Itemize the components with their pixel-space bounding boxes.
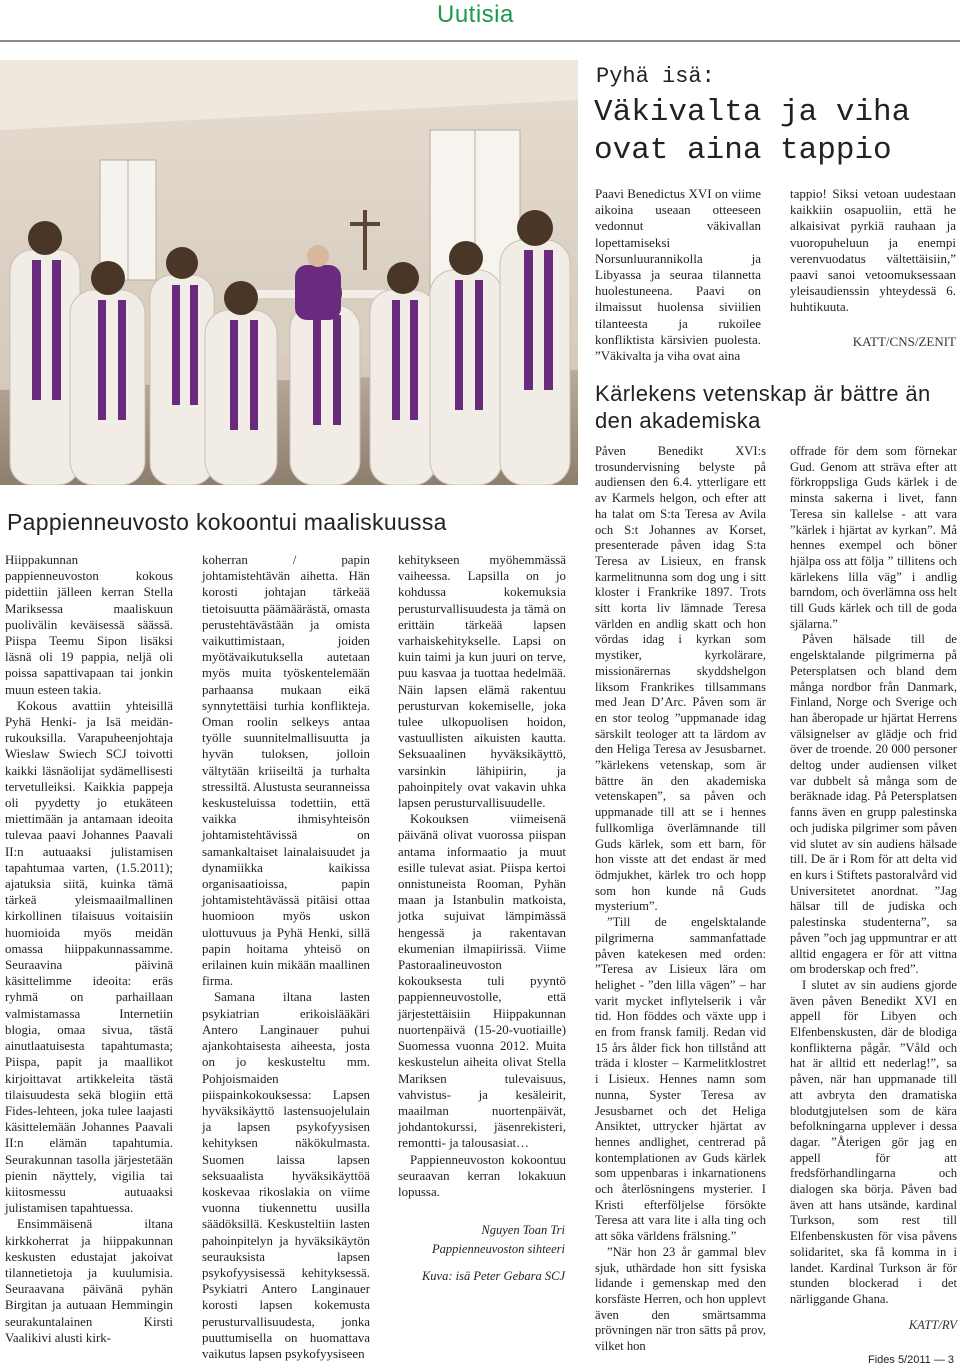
article-paragraph: Kokouksen viimeisenä päivänä olivat vuorossa piispan antama informaatio ja muut esille tulevat asiat. Piispa kertoi onnistuneista Rooman, Pyhän maan ja Istanbulin matkoista, jotka sujuivat lämpimässä hengessä ja rakentavan ekumenian ilmapiirissä. Viime Pastoraalineuvoston kokouksesta tuli pyyntö pappienneuvostolle, että järjestettäisiin Hiippakunnan nuortenpäivä (15-20-vuotiaille) Suomessa vuonna 2012. Muita keskustelun aiheita olivat Stella Mariksen tulevaisuus, vahvistus- ja kesäleirit, maailman nuortenpäivät, johdantokurssi, jäsenrekisteri, remontti- ja talousasiat… (398, 812, 566, 1151)
page-footer: Fides 5/2011 — 3 (867, 1354, 954, 1366)
article-photo (0, 60, 578, 485)
article-paragraph: Hiippakunnan pappienneuvoston kokous pidettiin jälleen kerran Stella Mariksessa maaliskuun puolivälin keväisessä säässä. Piispa Teemu Sipon lisäksi läsnä oli 19 pappia, neljä oli poissa sapattivapaan tai jonkin muun esteen takia. (5, 553, 173, 697)
header-rule (0, 40, 960, 42)
article-paragraph: Pappienneuvoston kokoontuu seuraavan kerran lokakuun lopussa. (398, 1152, 566, 1199)
swedish-column-2 (790, 444, 957, 1333)
article-headline: Väkivalta ja viha ovat aina tappio (594, 95, 911, 168)
article-paragraph: Påven hälsade till de engelsktalande pilgrimerna på Petersplatsen och bland dem många nordbor från Danmark, Finland, Norge och Sverige och han åberopade ur hjärtat Herrens välsignelser av glädje och frid över de troende. 20 000 personer deltog under audiensen vilket var dubbelt så många som de beräknade idag. På Petersplatsen fanns även en grupp palestinska och judiska pilgrimer som påven vid slutet av sin audiens hälsade till. De är i Rom för att delta vid en kurs i Stiftets pastoralvård vid Universitetet anordnat. ”Jag hälsar till de judiska och palestinska studenterna”, sa påven ”och jag uppmuntrar er att alltid engagera er för att vittna om broderskap och fred”. (790, 632, 957, 977)
article-column-1 (595, 186, 761, 364)
article-kicker: Pyhä isä: (596, 64, 715, 89)
article-paragraph: kehitykseen myöhemmässä vaiheessa. Lapsilla on jo kohdussa kokemuksia perusturvallisuudesta ja tämä on erittäin tärkeää lapsen varhaiskehitykselle. Lapsi on kuin taimi ja kun juuri on terve, puu kasvaa ja tuottaa hedelmää. Näin lapsen elämä rakentuu perusturvan kokemiselle, joka tulee ulkopuolisen hoidon, vastuullisten aikuisten kautta. Seksuaalinen hyväksikäyttö, varsinkin lähipiirin, ja pahoinpitely ovat vakavin uhka lapsen perusturvallisuudelle. (398, 553, 566, 811)
article-paragraph: I slutet av sin audiens gjorde även påven Benedikt XVI en appell för Libyen och Elfenbenskusten, där de blodiga konflikterna pågår. ”Våld och hat är alltid ett nederlag!”, sa påven, när han uppmanade till att avbryta den dramatiska blodutgjutelsen som de kära befolkningarna upplever i dessa dagar. ”Återigen gör jag en appell för att fredsförhandlingarna och dialogen ska börja. Påven bad även att hans utsände, kardinal Turkson, som rest till Elfenbenskusten för visa påvens solidaritet, ska få komma in i landet. Kardinal Turkson är för stunden blockerad i det närliggande Ghana. (790, 977, 957, 1306)
article-paragraph: offrade för dem som förnekar Gud. Genom att sträva efter att förkroppsliga Guds kärlek i de minsta sakerna i livet, fann Teresa sin kallelse - att vara ”kärlek i hjärtat av kyrkan”. Må hennes exempel och böner hjälpa oss att följa ” tillitens och kärlekens lilla väg” i andlig barndom, och överlämna oss helt till Guds kärlek och till de goda själarna.” (790, 444, 957, 631)
article-paragraph: Påven Benedikt XVI:s trosundervisning belyste på audiensen den 6.4. ytterligare ett av Karmels helgon, och efter att ha talat om S:ta Teresa av Avila och S:t Johannes av Korset, presenterade påven idag S:ta Teresa av Lisieux, en fransk karmelitnunna som dog ung i sitt kloster i Frankrike 1897. Trots sitt korta liv lämnade Teresa världen en andlig skatt och hon vördas idag i kyrkan som mystiker, kyrkolärare, missionärernas skyddshelgon liksom Frankrikes tillsammans med Jean D’Arc. Påven som är en stor teolog ”uppmanade idag särskilt teologer att ta lärdom av den Heliga Teresa av Jesusbarnet. ”kärlekens vetenskap, som är bättre än den akademiska vetenskapen”, sa påven och uppmanade till att se i hennes fullkomliga överlämnande till Guds kärlek, som ett barn, för hon visste att det endast är med ödmjukhet, kärlek tro och hopp som hon kunde nå Guds mysterium”. (595, 444, 766, 914)
finnish-column-2 (202, 552, 370, 1362)
section-label: Uutisia (437, 1, 514, 28)
author-credits (400, 1222, 565, 1287)
article-paragraph: ”När hon 23 år gammal blev sjuk, uthärdade hon sitt fysiska lidande i gemenskap med den korsfäste Herren, och hon upplevt även den smärtsamma prövningen när tron sätts på prov, vilket hon (595, 1244, 767, 1354)
author-title: Pappienneuvoston sihteeri (432, 1242, 565, 1256)
article-paragraph: Samana iltana lasten psykiatrian erikoislääkäri Antero Langinauer puhui ajankohtaisesta aiheesta, josta on jo keskusteltu mm. Pohjoismaiden piispainkokouksessa: Lapsen hyväksikäyttö lastensuojelulain ja lapsen psykofyysisen kehityksen näkökulmasta. Suomen laissa lapsen seksuaalista hyväksikäyttöä koskevaa rikoslakia on viime vuonna tiukennettu uusilla säädöksillä. Keskusteltiin lasten pahoinpitelyn ja hyväksikäytön seurauksista lapsen psykofyysisessä kehityksessä. Psykiatri Antero Langinauer korosti lapsen kokemusta perusturvallisuudesta, jonka puuttumisella on huomattava vaikutus lapsen psykofyysiseen (202, 990, 370, 1361)
author-name: Nguyen Toan Tri (481, 1223, 565, 1237)
article-paragraph: tappio! Siksi vetoan uudestaan kaikkiin osapuoliin, että he alkaisivat pyrkiä rauhaan ja vuoropuheluun ja enempi verenvuodatus vältettäisiin,” paavi sanoi vetoomuksessaan yleisaudienssin yhteydessä 6. huhtikuuta. (790, 186, 956, 315)
article-paragraph: Paavi Benedictus XVI on viime aikoina useaan otteeseen vedonnut väkivallan lopettamiseksi Norsunluurannikolla ja Libyassa ja seuraa tilannetta huolestuneena. Paavi on ilmaissut huolensa siviilien tilanteesta ja rukoilee konfliktista kärsivien puolesta. ”Väkivalta ja viha ovat aina (595, 186, 761, 364)
article-paragraph: Ensimmäisenä iltana kirkkoherrat ja hiippakunnan keskusten edustajat jakoivat tilannetietoja ja kuulumisia. Seuraavana päivänä pyhän Birgitan ja autuaan Hemmingin seurakuntalainen Kirsti Vaalikivi alusti kirk- (5, 1217, 173, 1345)
finnish-column-3 (398, 552, 566, 1200)
article-paragraph: ”Till de engelsktalande pilgrimerna sammanfattade påven katekesen med orden: ”Teresa av Lisieux lära om helighet - ”den lilla vägen” – har varit mycket inflytelserik i vår tid. Hon föddes och växte upp i en from fransk familj. Redan vid 15 års ålder fick hon tillstånd att träda i kloster – Karmelitklostret i Lisieux. Hennes namn som nunna, Syster Teresa av Jesusbarnet och det Heliga Ansiktet, uttrycker hjärtat av hennes andlighet, centrerad på kontemplationen av Guds kärlek som uppenbaras i inkarnationens och återlösningens mysterier. I Kristi efterföljelse försökte Teresa att vara lite i alla ting och att söka världens frälsning.” (595, 915, 766, 1244)
article-paragraph: Kokous avattiin yhteisillä Pyhä Henki- ja Isä meidän-rukouksilla. Varapuheenjohtaja Wieslaw Swiech SCJ toivotti kaikki läsnäolijat sydämellisesti tervetulleiksi. Kaikkia pappeja oli pyydetty jo etukäteen miettimään ja antamaan ideoita tulevaa paavi Johannes Paavali II:n autuaaksi julistamisen tapahtumaa varten, (1.5.2011); ajatuksia siitä, kuinka tämä tärkeä yleismaailmallinen kirkollinen tilaisuus voitaisiin huomioida myös meidän omassa hiippakunnassamme. Seuraavina päivinä käsittelimme ideoita: eräs ryhmä on parhaillaan valmistamassa Internetiin blogia, omaa sivua, tästä ainutlaatuisesta tapahtumasta; Piispa, papit ja maallikot kirjoittavat artikkeleita tästä tilaisuudesta sekä blogiin että Fides-lehteen, joka tulee laajasti käsittelemään Johannes Paavali II:n elämän tapahtumia. Seurakunnan tasolla järjestetään pienin näyttely, vigilia tai kiitosmessu autuaaksi julistamisen tapahtuessa. (5, 698, 173, 1216)
finnish-column-1 (5, 552, 173, 1346)
article-credit: KATT/CNS/ZENIT (852, 333, 956, 349)
photo-credit: Kuva: isä Peter Gebara SCJ (421, 1269, 565, 1283)
finnish-article-headline: Pappienneuvosto kokoontui maaliskuussa (7, 509, 447, 535)
article-credit: KATT/RV (908, 1317, 957, 1332)
article-paragraph: koherran / papin johtamistehtävän aihetta. Hän korosti johtajan tärkeää tietoisuutta päämäärästä, omasta perustehtävästään ja omista vaikuttimistaan, joiden myötävaikutuksella autetaan myös muita työskentelemään parhaansa mukaan eikä synnytettäisi turhia konflikteja. Oman roolin selkeys antaa työlle suunnitelmallisuutta ja hyvän tuloksen, jolloin vältytään kriiseiltä ja turhalta stressiltä. Alustusta seuranneissa keskusteluissa todettiin, että vaikka ihmisyhteisön johtamistehtävissä on samankaltaiset lainalaisuudet ja dynamiikka kaikissa organisaatioissa, papin johtamistehtävässä pitäisi ottaa huomioon myös uskon ulottuvuus ja Pyhä Henki, sillä papin hoitama yhteisö on erilainen kuin mikään maallinen firma. (202, 553, 370, 989)
swedish-column-1 (595, 444, 766, 1355)
swedish-article-headline: Kärlekens vetenskap är bättre än den akademiska (595, 381, 931, 433)
article-column-2 (790, 186, 956, 350)
